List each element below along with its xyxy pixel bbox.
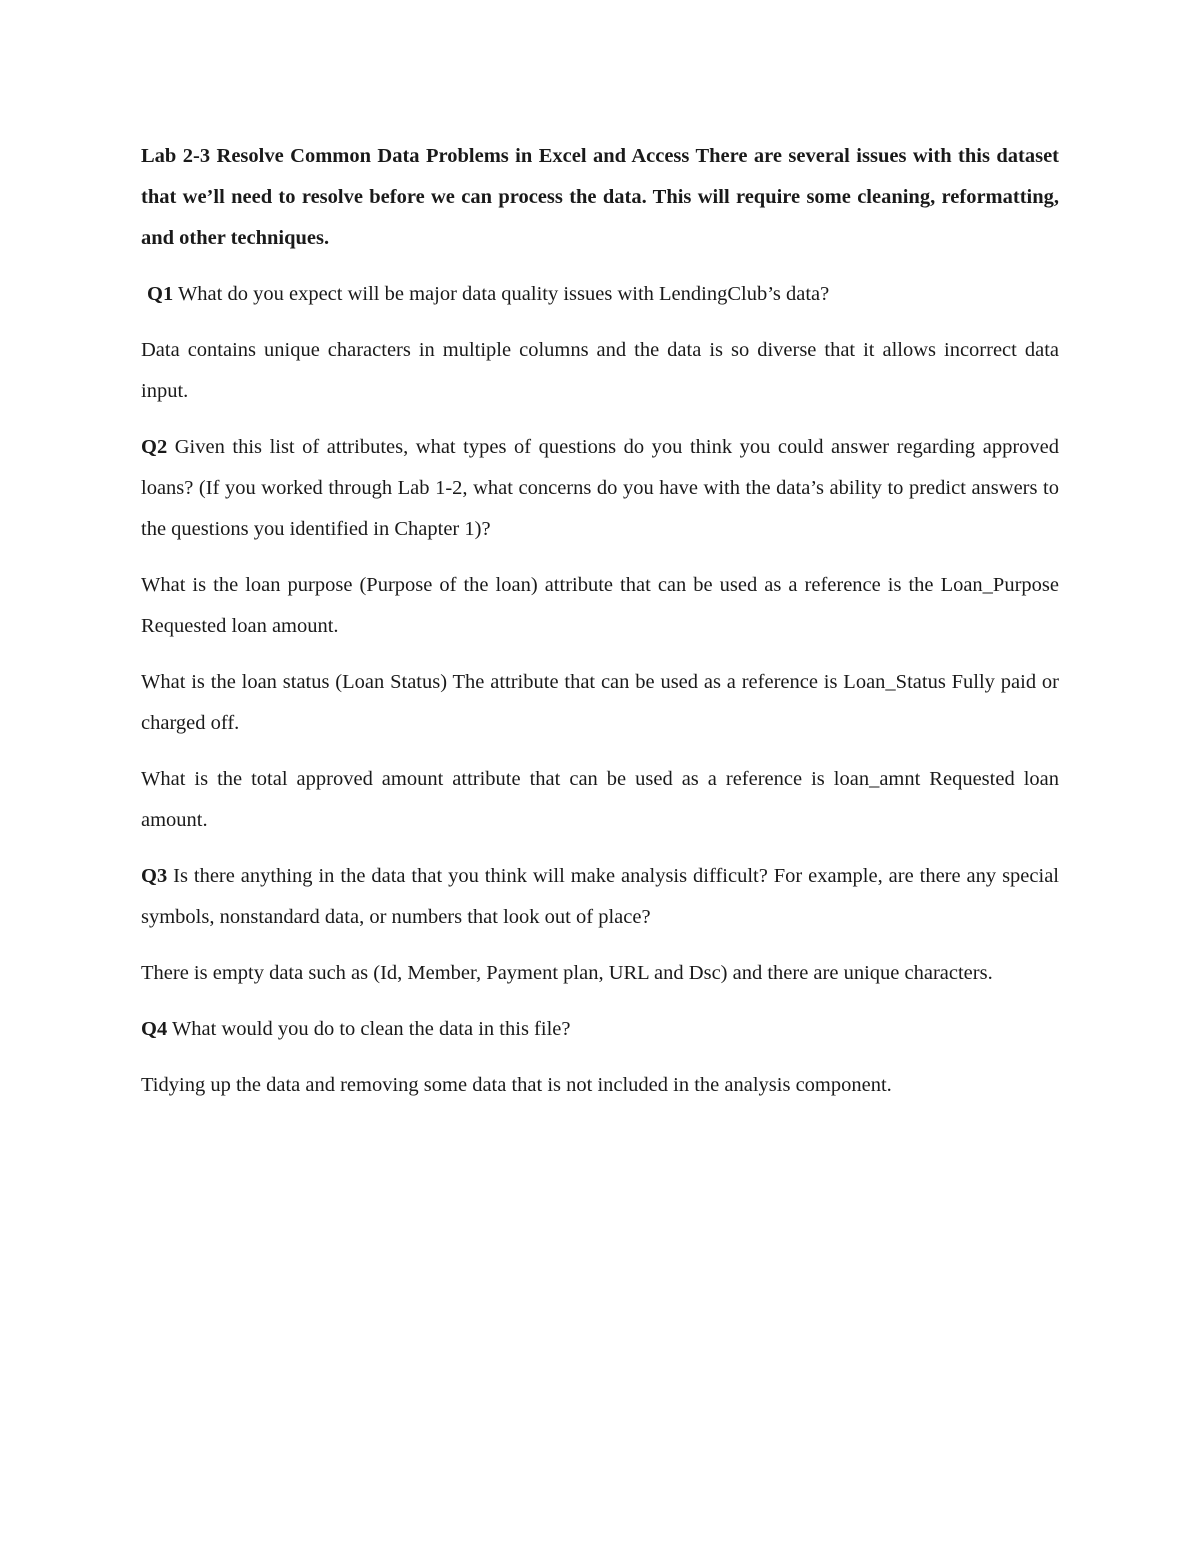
answer-4: Tidying up the data and removing some data that is not included in the analysis component. xyxy=(141,1074,892,1096)
question-3-text: Is there anything in the data that you think will make analysis difficult? For example, are there any special symbols, nonstandard data, or numbers that look out of place? xyxy=(141,865,1059,928)
question-1 xyxy=(141,274,1059,315)
answer-2-approved-amount: What is the total approved amount attribute that can be used as a reference is loan_amnt Requested loan amount. xyxy=(141,768,1059,831)
question-4-label: Q4 xyxy=(141,1018,168,1040)
answer-2-loan-purpose: What is the loan purpose (Purpose of the loan) attribute that can be used as a reference is the Loan_Purpose Requested loan amount. xyxy=(141,574,1059,637)
answer-3: There is empty data such as (Id, Member, Payment plan, URL and Dsc) and there are unique characters. xyxy=(141,962,993,984)
question-4 xyxy=(141,1009,1059,1050)
question-2-text: Given this list of attributes, what types of questions do you think you could answer regarding approved loans? (If you worked through Lab 1-2, what concerns do you have with the data’s ability to predict answers to the questions you identified in Chapter 1)? xyxy=(141,436,1059,540)
document-heading: Lab 2-3 Resolve Common Data Problems in Excel and Access There are several issues with this dataset that we’ll need to resolve before we can process the data. This will require some cleaning, reformatting, and other techniques. xyxy=(141,145,1059,249)
question-1-label: Q1 xyxy=(147,283,174,305)
question-2-label: Q2 xyxy=(141,436,168,458)
answer-2-loan-status: What is the loan status (Loan Status) The attribute that can be used as a reference is Loan_Status Fully paid or charged off. xyxy=(141,671,1059,734)
answer-1: Data contains unique characters in multiple columns and the data is so diverse that it allows incorrect data input. xyxy=(141,339,1059,402)
document-body xyxy=(141,136,1059,1121)
question-3 xyxy=(141,856,1059,938)
question-4-text: What would you do to clean the data in this file? xyxy=(167,1018,571,1040)
question-1-text: What do you expect will be major data quality issues with LendingClub’s data? xyxy=(173,283,830,305)
question-3-label: Q3 xyxy=(141,865,168,887)
question-2 xyxy=(141,427,1059,550)
